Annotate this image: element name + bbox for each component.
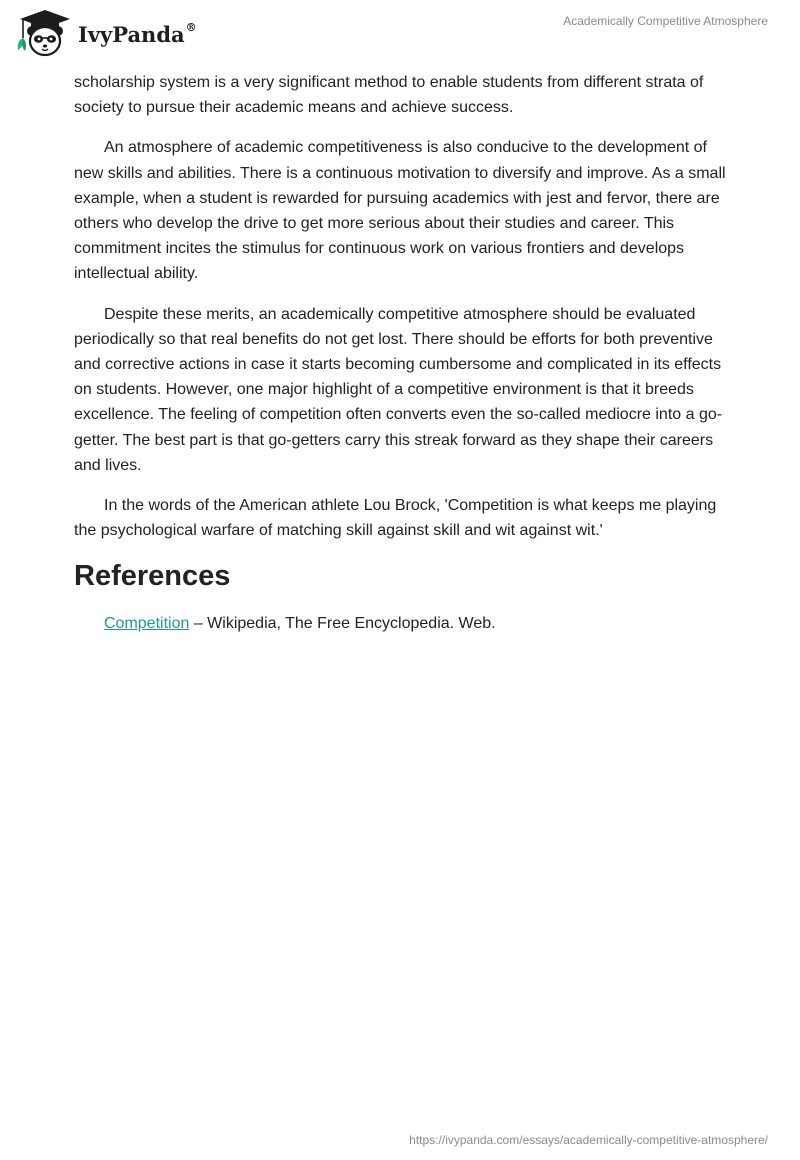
paragraph-3: Despite these merits, an academically competitive atmosphere should be evaluated periodically so that real benefits do not get lost. There should be efforts for both preventive and corrective actions in case it starts becoming cumbersome and complicated in its effects on students. However, one major highlight of a competitive environment is that it breeds excellence. The feeling of competition often converts even the so-called mediocre into a go-getter. The best part is that go-getters carry this streak forward as they shape their careers and lives. [74,305,723,474]
page-header [0,0,800,66]
panda-mascot-icon [14,8,76,58]
reference-citation: – Wikipedia, The Free Encyclopedia. Web. [189,615,496,633]
reference-link-competition[interactable]: Competition [104,615,190,633]
document-title: Academically Competitive Atmosphere [563,14,768,28]
paragraph-4: In the words of the American athlete Lou Brock, 'Competition is what keeps me playing the psychological warfare of matching skill against skill and wit against wit.' [74,497,717,540]
paragraph-2: An atmosphere of academic competitiveness is also conducive to the development of new skills and abilities. There is a continuous motivation to diversify and improve. As a small example, when a student is rewarded for pursuing academics with jest and fervor, there are others who develop the drive to get more serious about their studies and career. This commitment incites the stimulus for continuous work on various frontiers and develops intellectual ability. [74,139,726,283]
reference-item [74,611,734,636]
essay-content [74,70,734,636]
brand-name: IvyPanda® [78,20,197,47]
references-heading: References [74,560,231,593]
paragraph-1: scholarship system is a very significant method to enable students from different strata of society to pursue their academic means and achieve success. [74,74,704,117]
ivypanda-logo[interactable] [14,8,197,58]
source-url: https://ivypanda.com/essays/academically-competitive-atmosphere/ [409,1133,768,1147]
